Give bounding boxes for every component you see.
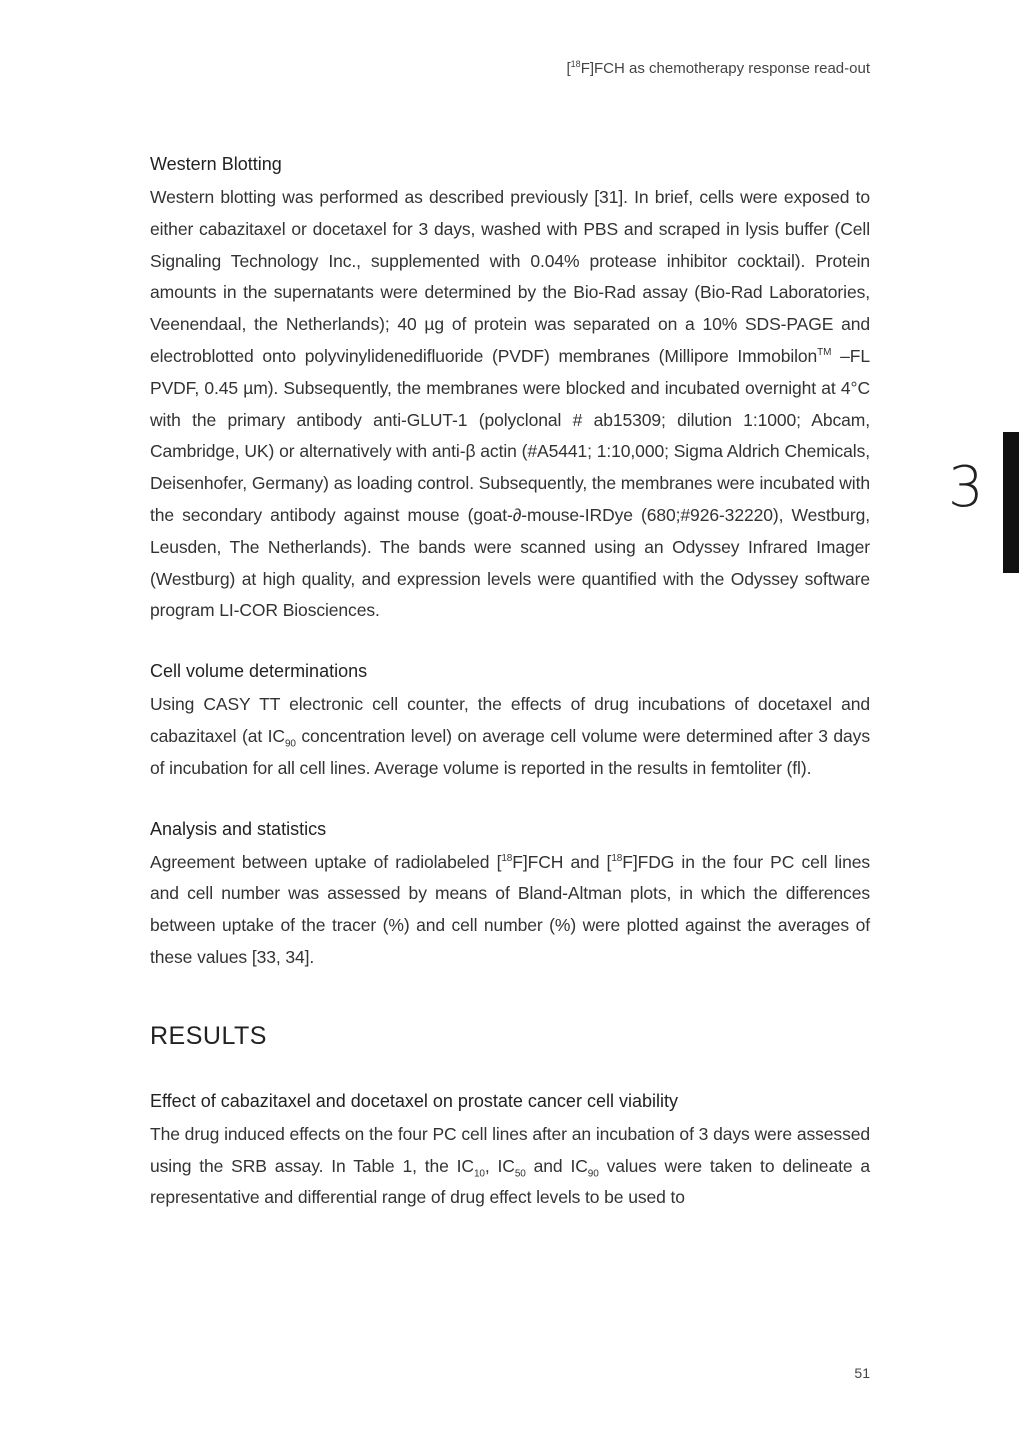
- section-analysis: [150, 815, 870, 974]
- results-subheading: Effect of cabazitaxel and docetaxel on prostate cancer cell viability: [150, 1090, 678, 1111]
- results-text-2: , IC: [484, 1155, 515, 1176]
- cellvol-text-1: Using CASY TT electronic cell counter, the effects of drug incubations of docetaxel and cabazitaxel (at IC: [150, 694, 870, 746]
- header-superscript: 18: [570, 59, 581, 69]
- results-text-4: values were taken to delineate a representative and differential range of drug effect levels to be used to: [150, 1155, 870, 1208]
- western-text-2: –FL PVDF, 0.45 µm). Subsequently, the membranes were blocked and incubated overnight at 4°C with the primary antibody anti-GLUT-1 (polyclonal # ab15309; dilution 1:1000; Abcam, Cambridge, UK) or alternatively with anti-β actin (#A5441; 1:10,000; Sigma Aldrich Chemicals, Deisenhofer, Germany) as loading control. Subsequently, the membranes were incubated with the secondary antibody against mouse (goat-∂-mouse-IRDye (680;#926-32220), Westburg, Leusden, The Netherlands). The bands were scanned using an Odyssey Infrared Imager (Westburg) at high quality, and expression levels were quantified with the Odyssey software program LI-COR Biosciences.: [150, 345, 870, 621]
- section-cell-volume: [150, 657, 870, 784]
- section-western-blotting: [150, 150, 870, 627]
- ic10-subscript: 10: [473, 1168, 485, 1180]
- page-number: 51: [854, 1365, 870, 1381]
- ic90-subscript: 90: [284, 738, 296, 750]
- results-paragraph: [150, 1119, 870, 1214]
- western-blotting-paragraph: [150, 182, 870, 627]
- header-text: F]FCH as chemotherapy response read-out: [580, 60, 870, 77]
- analysis-heading: Analysis and statistics: [150, 818, 327, 839]
- analysis-text-1: Agreement between uptake of radiolabeled [: [150, 851, 502, 872]
- western-blotting-heading: Western Blotting: [150, 154, 282, 174]
- fch-superscript: 18: [501, 852, 513, 864]
- results-text-3: and IC: [525, 1155, 588, 1176]
- chapter-thumb-tab: [1003, 432, 1019, 573]
- analysis-text-2: F]FCH and [: [512, 851, 612, 872]
- analysis-paragraph: [150, 847, 870, 974]
- chapter-number: 3: [948, 455, 984, 520]
- section-results-effect: [150, 1087, 870, 1214]
- cell-volume-heading: Cell volume determinations: [150, 661, 368, 682]
- western-text-1: Western blotting was performed as described previously [31]. In brief, cells were exposed to either cabazitaxel or docetaxel for 3 days, washed with PBS and scraped in lysis buffer (Cell Signaling Technology Inc., supplemented with 0.04% protease inhibitor cocktail). Protein amounts in the supernatants were determined by the Bio-Rad assay (Bio-Rad Laboratories, Veenendaal, the Netherlands); 40 µg of protein was separated on a 10% SDS-PAGE and electroblotted onto polyvinylidenedifluoride (PVDF) membranes (Millipore Immobilon: [150, 187, 870, 366]
- analysis-text-3: F]FDG in the four PC cell lines and cell number was assessed by means of Bland-Altman plots, in which the differences between uptake of the tracer (%) and cell number (%) were plotted against the averages of these values [33, 34].: [150, 851, 870, 967]
- running-head: [$^{18}$F]FCH as chemotherapy response read-out: [566, 59, 870, 77]
- trademark-superscript: TM: [817, 347, 832, 359]
- fdg-superscript: 18: [611, 852, 623, 864]
- results-title: RESULTS: [150, 1021, 267, 1050]
- main-content: [150, 150, 870, 1214]
- results-text-1: The drug induced effects on the four PC cell lines after an incubation of 3 days were assessed using the SRB assay. In Table 1, the IC: [150, 1123, 870, 1176]
- ic90-results-subscript: 90: [587, 1168, 599, 1180]
- cell-volume-paragraph: [150, 689, 870, 784]
- ic50-subscript: 50: [514, 1168, 526, 1180]
- cellvol-text-2: concentration level) on average cell volume were determined after 3 days of incubation for all cell lines. Average volume is reported in the results in femtoliter (fl).: [150, 725, 870, 778]
